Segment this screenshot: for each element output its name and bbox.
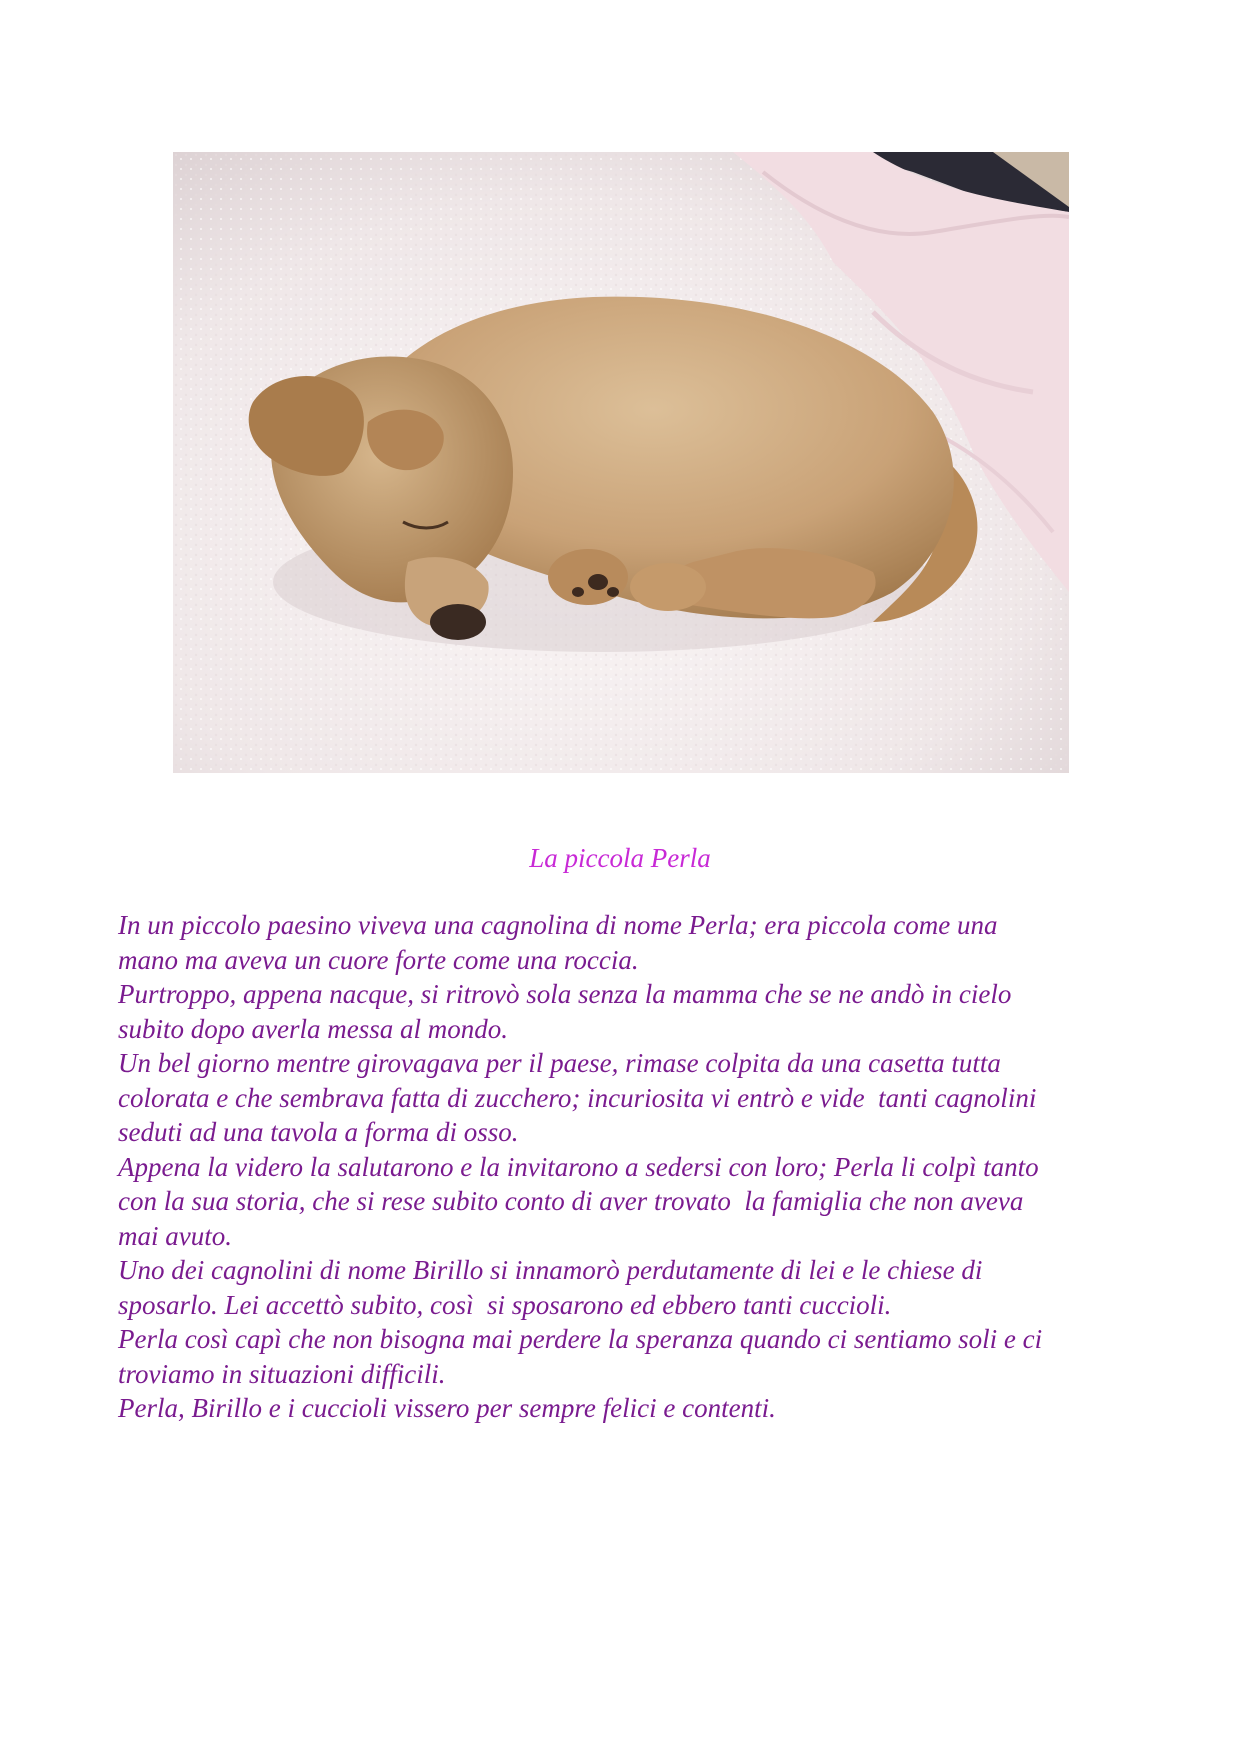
story-line: troviamo in situazioni difficili. xyxy=(118,1358,446,1389)
puppy-photo xyxy=(173,152,1069,773)
story-line: Perla, Birillo e i cuccioli vissero per sempre felici e contenti. xyxy=(118,1393,776,1423)
story-line: seduti ad una tavola a forma di osso. xyxy=(118,1117,519,1147)
story-line: Perla così capì che non bisogna mai perdere la speranza quando ci sentiamo soli e ci xyxy=(118,1324,1043,1354)
story-line: colorata e che sembrava fatta di zucchero; incuriosita vi entrò e vide tanti cagnolini xyxy=(118,1082,1037,1113)
puppy-photo-illustration xyxy=(173,152,1069,773)
story-line: sposarlo. Lei accettò subito, così si sposarono ed ebbero tanti cuccioli. xyxy=(118,1289,892,1320)
story-line: mai avuto. xyxy=(118,1220,232,1251)
story-line: con la sua storia, che si rese subito conto di aver trovato la famiglia che non aveva xyxy=(118,1186,1024,1216)
story-line: subito dopo averla messa al mondo. xyxy=(118,1013,508,1044)
story-title: La piccola Perla xyxy=(529,843,711,873)
story-line: Purtroppo, appena nacque, si ritrovò sola senza la mamma che se ne andò in cielo xyxy=(118,979,1012,1009)
story-line: mano ma aveva un cuore forte come una roccia. xyxy=(118,944,639,975)
story-line: Appena la videro la salutarono e la invitarono a sedersi con loro; Perla li colpì tanto xyxy=(118,1151,1039,1182)
story-line: In un piccolo paesino viveva una cagnolina di nome Perla; era piccola come una xyxy=(118,910,998,940)
story-line: Un bel giorno mentre girovagava per il paese, rimase colpita da una casetta tutta xyxy=(118,1048,1001,1078)
story-body xyxy=(118,908,1128,1426)
story-line: Uno dei cagnolini di nome Birillo si innamorò perdutamente di lei e le chiese di xyxy=(118,1255,983,1285)
